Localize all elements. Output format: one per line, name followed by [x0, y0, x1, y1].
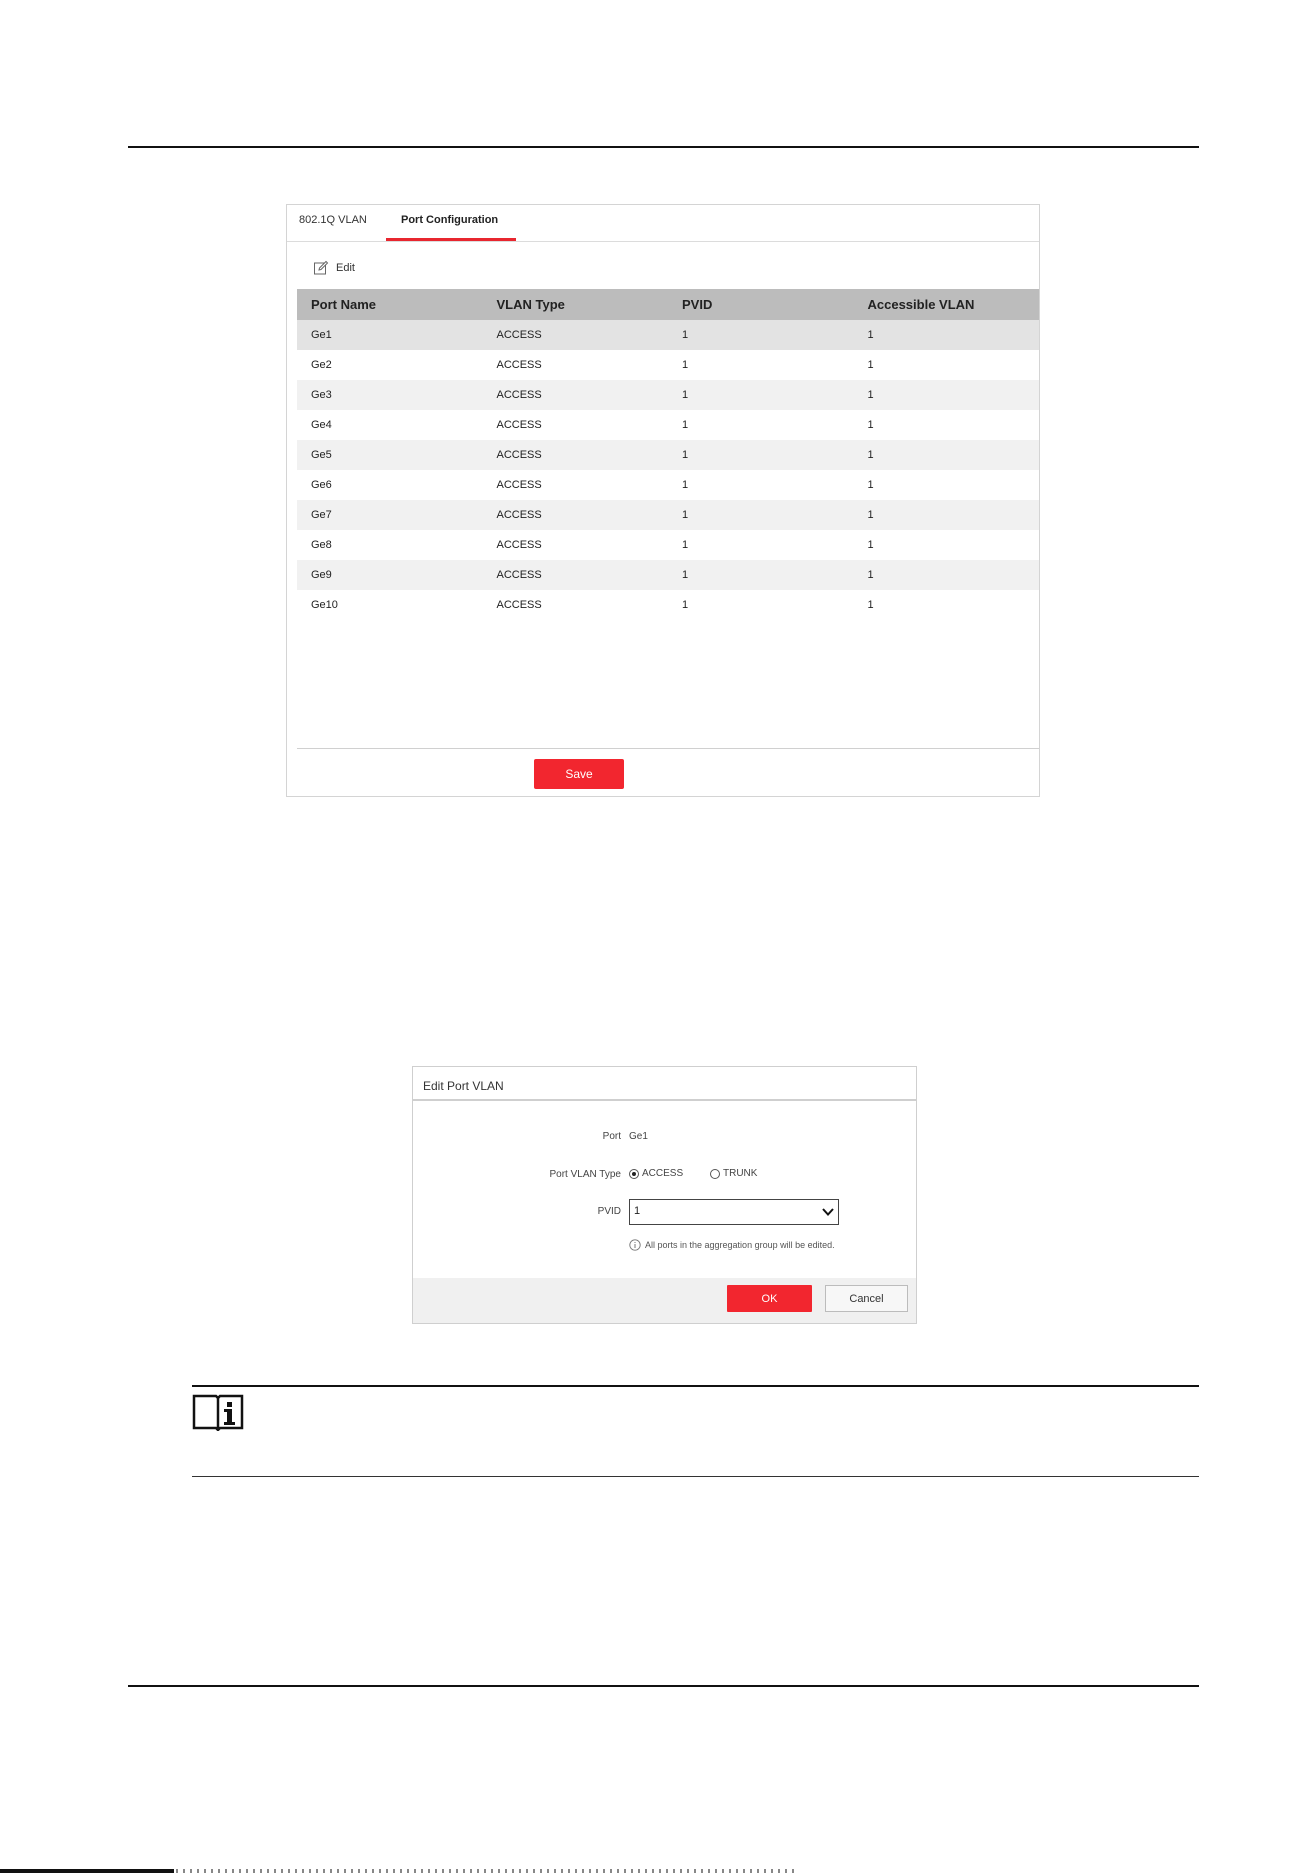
- table-row[interactable]: [297, 410, 1039, 440]
- column-header-vlan-type[interactable]: VLAN Type: [483, 289, 669, 320]
- radio-trunk-indicator: [710, 1169, 720, 1179]
- cell-port-name: Ge7: [297, 500, 483, 530]
- edit-label: Edit: [336, 262, 355, 274]
- cell-accessible-vlan: 1: [867, 359, 874, 371]
- cell-port-name: Ge10: [311, 599, 338, 611]
- radio-access[interactable]: [629, 1168, 683, 1179]
- info-icon: [629, 1239, 641, 1251]
- cell-pvid: 1: [668, 440, 854, 470]
- radio-access-indicator: [629, 1169, 639, 1179]
- cell-vlan-type: ACCESS: [496, 599, 542, 611]
- cell-accessible-vlan: 1: [867, 419, 874, 431]
- tab-8021q-vlan[interactable]: 802.1Q VLAN: [299, 214, 367, 226]
- cell-vlan-type: ACCESS: [483, 320, 669, 350]
- port-table: [297, 289, 1039, 620]
- cell-pvid: 1: [668, 380, 854, 410]
- cell-vlan-type: ACCESS: [496, 419, 542, 431]
- cell-pvid: 1: [682, 539, 689, 551]
- cell-vlan-type: ACCESS: [483, 560, 669, 590]
- footer-scan-artifact: [176, 1869, 796, 1873]
- cell-vlan-type: ACCESS: [496, 479, 542, 491]
- cell-accessible-vlan: 1: [854, 440, 1040, 470]
- cell-port-name: Ge2: [311, 359, 332, 371]
- cell-port-name: Ge5: [297, 440, 483, 470]
- cell-accessible-vlan: 1: [867, 599, 874, 611]
- radio-trunk[interactable]: [710, 1168, 757, 1179]
- table-row[interactable]: [297, 590, 1039, 620]
- cell-port-name: Ge8: [311, 539, 332, 551]
- table-row[interactable]: [297, 530, 1039, 560]
- table-row[interactable]: [297, 560, 1039, 590]
- radio-access-label: ACCESS: [642, 1168, 684, 1179]
- cell-port-name: Ge4: [311, 419, 332, 431]
- cell-pvid: 1: [682, 419, 689, 431]
- port-label: Port: [602, 1131, 621, 1142]
- radio-trunk-label: TRUNK: [723, 1168, 758, 1179]
- table-row[interactable]: [297, 440, 1039, 470]
- cell-port-name: Ge9: [297, 560, 483, 590]
- note-bottom-rule: [192, 1476, 1199, 1477]
- column-header-pvid[interactable]: PVID: [668, 289, 854, 320]
- tab-bar: [287, 205, 1039, 242]
- cell-pvid: 1: [682, 479, 689, 491]
- cell-accessible-vlan: 1: [867, 539, 874, 551]
- table-row[interactable]: [297, 320, 1039, 350]
- port-vlan-type-label: Port VLAN Type: [549, 1169, 621, 1180]
- aggregation-hint: [629, 1239, 835, 1251]
- cell-pvid: 1: [682, 359, 689, 371]
- cell-pvid: 1: [668, 320, 854, 350]
- edit-icon: [313, 260, 329, 276]
- table-row[interactable]: [297, 380, 1039, 410]
- dialog-title-divider: [413, 1099, 916, 1101]
- cell-port-name: Ge1: [297, 320, 483, 350]
- column-header-accessible-vlan[interactable]: Accessible VLAN: [854, 289, 1040, 320]
- cell-pvid: 1: [668, 560, 854, 590]
- dialog-title: Edit Port VLAN: [423, 1079, 504, 1093]
- pvid-select[interactable]: [629, 1199, 839, 1225]
- cell-vlan-type: ACCESS: [483, 380, 669, 410]
- chevron-down-icon: [822, 1207, 834, 1217]
- footer-rule: [128, 1685, 1199, 1687]
- pvid-label: PVID: [597, 1206, 621, 1217]
- column-header-port-name[interactable]: Port Name: [297, 289, 483, 320]
- table-row[interactable]: [297, 350, 1039, 380]
- ok-button[interactable]: OK: [727, 1285, 812, 1312]
- edit-button[interactable]: [313, 259, 355, 277]
- cell-accessible-vlan: 1: [867, 479, 874, 491]
- cell-vlan-type: ACCESS: [483, 500, 669, 530]
- cell-accessible-vlan: 1: [854, 560, 1040, 590]
- active-tab-indicator: [386, 238, 516, 241]
- cancel-button[interactable]: Cancel: [825, 1285, 908, 1312]
- panel-footer-divider: [297, 748, 1039, 749]
- note-top-rule: [192, 1385, 1199, 1387]
- table-header-row: [297, 289, 1039, 320]
- cell-port-name: Ge3: [297, 380, 483, 410]
- pvid-selected-value: 1: [634, 1205, 641, 1217]
- save-button[interactable]: Save: [534, 759, 624, 789]
- port-configuration-panel: [286, 204, 1040, 797]
- cell-accessible-vlan: 1: [854, 500, 1040, 530]
- edit-port-vlan-dialog: [412, 1066, 917, 1324]
- header-rule: [128, 146, 1199, 148]
- table-row[interactable]: [297, 500, 1039, 530]
- footer-bar: [0, 1869, 174, 1873]
- cell-accessible-vlan: 1: [854, 380, 1040, 410]
- tab-port-configuration[interactable]: Port Configuration: [401, 214, 499, 226]
- dialog-footer: [413, 1278, 916, 1323]
- note-info-icon: [192, 1394, 244, 1431]
- cell-accessible-vlan: 1: [854, 320, 1040, 350]
- port-value: Ge1: [629, 1131, 648, 1142]
- cell-pvid: 1: [682, 599, 689, 611]
- hint-text: All ports in the aggregation group will be edited.: [645, 1240, 835, 1250]
- cell-vlan-type: ACCESS: [496, 359, 542, 371]
- table-row[interactable]: [297, 470, 1039, 500]
- cell-port-name: Ge6: [311, 479, 332, 491]
- cell-vlan-type: ACCESS: [496, 539, 542, 551]
- cell-vlan-type: ACCESS: [483, 440, 669, 470]
- cell-pvid: 1: [668, 500, 854, 530]
